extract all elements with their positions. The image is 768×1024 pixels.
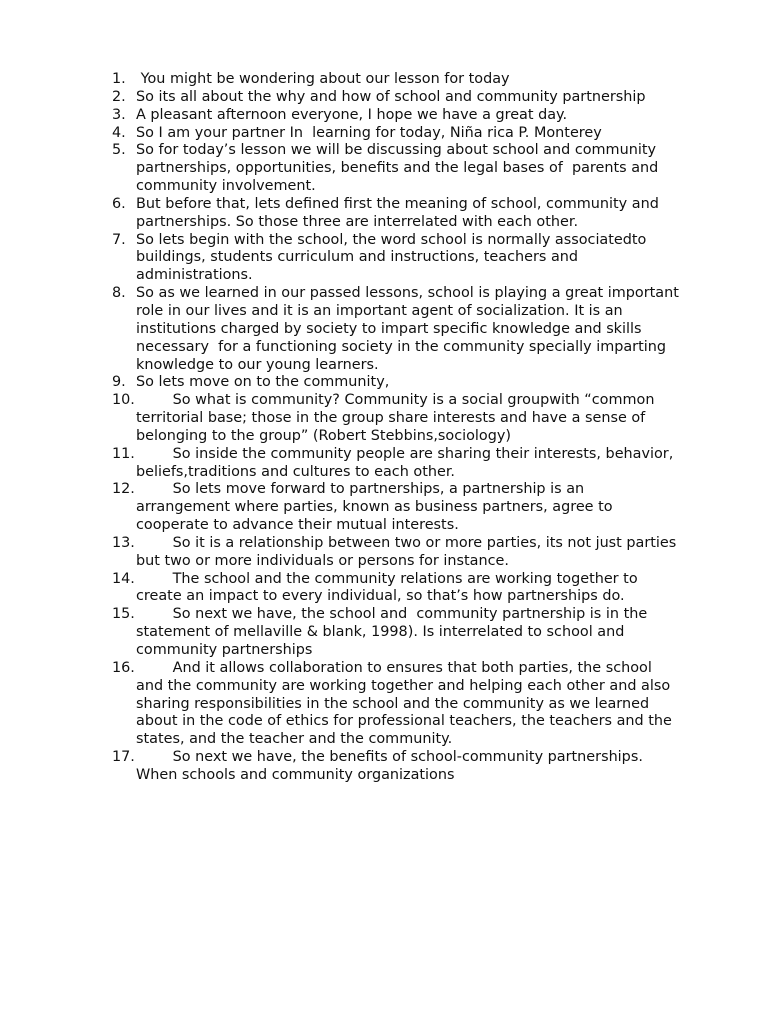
item-text: So lets begin with the school, the word school is normally associatedto buildings, students curriculum and instructions, teachers and administrations. [136,231,651,284]
item-text: And it allows collaboration to ensures that both parties, the school and the community are working together and helping each other and also sharing responsibilities in the school and the community as we learned about in the code of ethics for professional teachers, the teachers and the states, and the teacher and the community. [136,659,677,748]
item-text: So I am your partner In learning for today, Niña rica P. Monterey [136,124,602,141]
item-text: So lets move forward to partnerships, a partnership is an arrangement where parties, known as business partners, agree to cooperate to advance their mutual interests. [136,481,618,534]
list-item [112,71,682,89]
list-item [112,374,682,392]
item-text: So next we have, the benefits of school-community partnerships. When schools and community organizations [136,749,648,783]
list-item [112,571,682,607]
list-item [112,606,682,660]
list-item [112,392,682,446]
item-text: A pleasant afternoon everyone, I hope we have a great day. [136,106,568,123]
list-item [112,232,682,286]
item-text: So it is a relationship between two or more parties, its not just parties but two or more individuals or persons for instance. [136,534,681,569]
list-item [112,142,682,196]
item-text: So next we have, the school and community partnership is in the statement of mellaville & blank, 1998). Is interrelated to school and community partnerships [136,606,652,658]
item-text: So inside the community people are sharing their interests, behavior, beliefs,traditions and cultures to each other. [136,445,678,480]
item-number: 8. [112,285,126,302]
item-text: So for today’s lesson we will be discussing about school and community partnerships, opportunities, benefits and the legal bases of parents and community involvement. [136,142,663,195]
list-item [112,660,682,749]
item-number: 3. [112,106,126,123]
item-number: 17. [112,749,135,766]
list-item [112,285,682,374]
item-number: 5. [112,142,126,159]
list-item [112,89,682,107]
item-text: So its all about the why and how of school and community partnership [136,88,646,105]
item-number: 16. [112,659,135,676]
list-item [112,125,682,143]
item-number: 12. [112,481,135,498]
item-text: So lets move on to the community, [136,374,390,391]
list-item [112,481,682,535]
item-number: 7. [112,231,126,248]
list-item [112,535,682,571]
item-number: 14. [112,570,135,587]
item-text: So what is community? Community is a social groupwith “common territorial base; those in the group share interests and have a sense of belonging to the group” (Robert Stebbins,sociology) [136,392,660,444]
item-number: 4. [112,124,126,141]
item-number: 2. [112,88,126,105]
item-number: 6. [112,195,126,212]
item-number: 1. [112,71,126,87]
list-item [112,749,682,785]
item-text: The school and the community relations are working together to create an impact to every individual, so that’s how partnerships do. [136,570,643,605]
item-number: 9. [112,374,126,391]
list-item [112,107,682,125]
list-item [112,446,682,482]
numbered-list [112,71,682,785]
list-item [112,196,682,232]
item-text: But before that, lets defined first the meaning of school, community and partnerships. So those three are interrelated with each other. [136,195,664,230]
item-number: 15. [112,606,135,623]
item-number: 13. [112,534,135,551]
item-text: You might be wondering about our lesson for today [136,71,510,87]
item-number: 11. [112,445,135,462]
item-text: So as we learned in our passed lessons, school is playing a great important role in our lives and it is an important agent of socialization. It is an institutions charged by society to impart specific knowledge and skills necessary for a functioning society in the community specially imparting knowledge to our young learners. [136,285,684,373]
item-number: 10. [112,392,135,409]
